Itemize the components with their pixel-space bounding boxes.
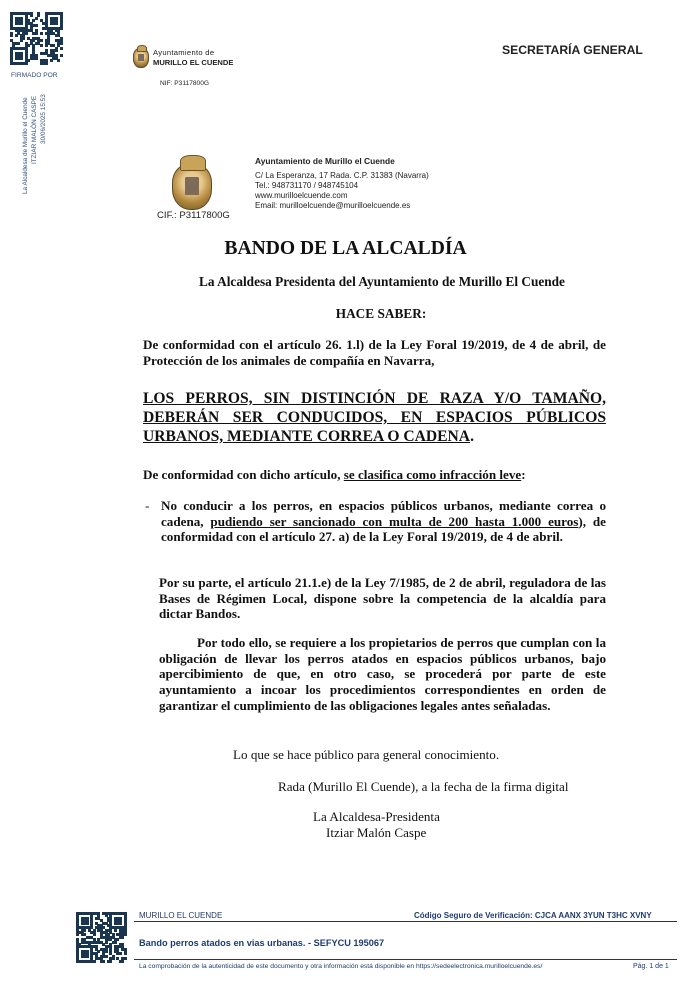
classification-suffix: :: [521, 467, 526, 482]
footer-org: MURILLO EL CUENDE: [139, 911, 223, 920]
signer-role: La Alcaldesa-Presidenta: [313, 809, 440, 824]
letterhead-web: www.murilloelcuende.com: [255, 191, 348, 200]
signer-stamp-line1: La Alcaldesa de Murillo el Cuende: [22, 97, 29, 194]
qr-module: [35, 24, 38, 27]
intro-paragraph: De conformidad con el artículo 26. 1.l) de la Ley Foral 19/2019, de 4 de abril, de Protección de los animales de compañía en Navarra,: [143, 337, 606, 368]
footer-doc-title: Bando perros atados en vias urbanas. - SEFYCU 195067: [139, 938, 385, 948]
letterhead-address: C/ La Esperanza, 17 Rada. C.P. 31383 (Navarra): [255, 171, 429, 180]
qr-module: [57, 59, 60, 62]
letterhead-phone: Tel.: 948731170 / 948745104: [255, 181, 359, 190]
qr-module: [15, 34, 18, 37]
logo-line1: Ayuntamiento de: [153, 48, 215, 57]
qr-module: [10, 34, 13, 37]
footer-divider-top: [134, 921, 677, 922]
headline-notice: [143, 389, 606, 446]
closing-line: Lo que se hace público para general conocimiento.: [233, 747, 500, 762]
letterhead-coat-of-arms-icon: [172, 164, 212, 210]
footer-verify[interactable]: La comprobación de la autenticidad de este documento y otra información está disponible en https://sedeelectronica.murilloelcuende.es/: [139, 963, 543, 970]
qr-module: [35, 57, 38, 60]
classification-prefix: De conformidad con dicho artículo,: [143, 467, 344, 482]
bullet-underlined: pudiendo ser sancionado con multa de 200 hasta 1.000 euros: [210, 513, 579, 529]
qr-module: [20, 57, 23, 60]
municipal-coat-of-arms-icon: [133, 48, 149, 68]
headline-end: .: [470, 428, 474, 445]
qr-module: [105, 955, 108, 958]
qr-module: [76, 933, 79, 936]
footer-page: Pág. 1 de 1: [633, 963, 669, 970]
qr-module: [45, 62, 48, 65]
qr-module: [124, 952, 127, 955]
qr-module: [121, 936, 124, 939]
signed-by-label: FIRMADO POR: [11, 72, 58, 79]
qr-module: [86, 955, 89, 958]
footer-csv: Código Seguro de Verificación: CJCA AANX 3YUN T3HC XVNY: [414, 911, 652, 920]
qr-module: [102, 960, 105, 963]
logo-line2: MURILLO EL CUENDE: [153, 58, 234, 67]
signature-qr-code: [10, 12, 62, 64]
qr-module: [86, 922, 89, 925]
qr-module: [17, 42, 20, 45]
qr-module: [50, 59, 53, 62]
qr-module: [55, 22, 58, 25]
qr-module: [114, 929, 117, 932]
bullet-marker: -: [145, 498, 150, 513]
footer-divider-bottom: [134, 959, 677, 960]
qr-module: [109, 960, 112, 963]
bullet-paragraph: [161, 498, 606, 545]
headline-text: LOS PERROS, SIN DISTINCIÓN DE RAZA Y/O TAMAÑO, DEBERÁN SER CONDUCIDOS, EN ESPACIOS PÚBLICOS URBANOS, MEDIANTE CORREA O CADENA: [143, 390, 606, 445]
qr-module: [30, 14, 33, 17]
letterhead-email: Email: murilloelcuende@murilloelcuende.es: [255, 201, 411, 210]
classification-underlined: se clasifica como infracción leve: [343, 467, 522, 482]
announce-line: HACE SABER:: [335, 306, 427, 321]
letterhead-block: [255, 156, 429, 211]
qr-module: [20, 22, 23, 25]
qr-module: [60, 47, 63, 50]
qr-module: [40, 44, 43, 47]
qr-module: [60, 54, 63, 57]
bullet-part2: ), de conformidad con el artículo 27. a) de la Ley Foral 19/2019, de 4 de abril.: [161, 513, 606, 545]
signer-stamp-date: 30/06/2025 15:53: [40, 94, 47, 144]
qr-module: [45, 44, 48, 47]
qr-module: [40, 32, 43, 35]
requirement-paragraph: Por todo ello, se requiere a los propietarios de perros que cumplan con la obligación de llevar los perros atados en espacios públicos urbanos, bajo apercibimiento de que, en otro caso, se procederá por parte de este ayuntamiento a incoar los procedimientos correspondientes en orden de garantizar el cumplimiento de las obligaciones legales antes señaladas.: [159, 635, 606, 713]
qr-module: [114, 941, 117, 944]
bullet-part1: No conducir a los perros, en espacios públicos urbanos, mediante correa o cadena,: [161, 498, 606, 529]
classification-paragraph: [143, 467, 606, 483]
qr-module: [119, 922, 122, 925]
qr-module: [121, 960, 124, 963]
place-date-line: Rada (Murillo El Cuende), a la fecha de la firma digital: [278, 779, 569, 794]
document-title: BANDO DE LA ALCALDÍA: [224, 238, 467, 259]
department-heading: SECRETARÍA GENERAL: [502, 43, 643, 57]
header-nif: NIF: P3117800G: [160, 80, 209, 87]
signer-stamp-line2: ITZIAR MALÓN CASPE: [31, 95, 38, 164]
letterhead-cif: CIF.: P3117800G: [157, 210, 230, 221]
issuer-line: La Alcaldesa Presidenta del Ayuntamiento de Murillo El Cuende: [199, 274, 565, 289]
qr-module: [119, 952, 122, 955]
qr-module: [25, 62, 28, 65]
signer-name: Itziar Malón Caspe: [326, 825, 427, 840]
qr-module: [93, 960, 96, 963]
qr-module: [35, 32, 38, 35]
letterhead-name: Ayuntamiento de Murillo el Cuende: [255, 156, 395, 166]
footer-qr-code: [76, 912, 126, 962]
competence-paragraph: Por su parte, el artículo 21.1.e) de la Ley 7/1985, de 2 de abril, reguladora de las Bases de Régimen Local, dispone sobre la competencia de la alcaldía para dictar Bandos.: [159, 575, 606, 622]
